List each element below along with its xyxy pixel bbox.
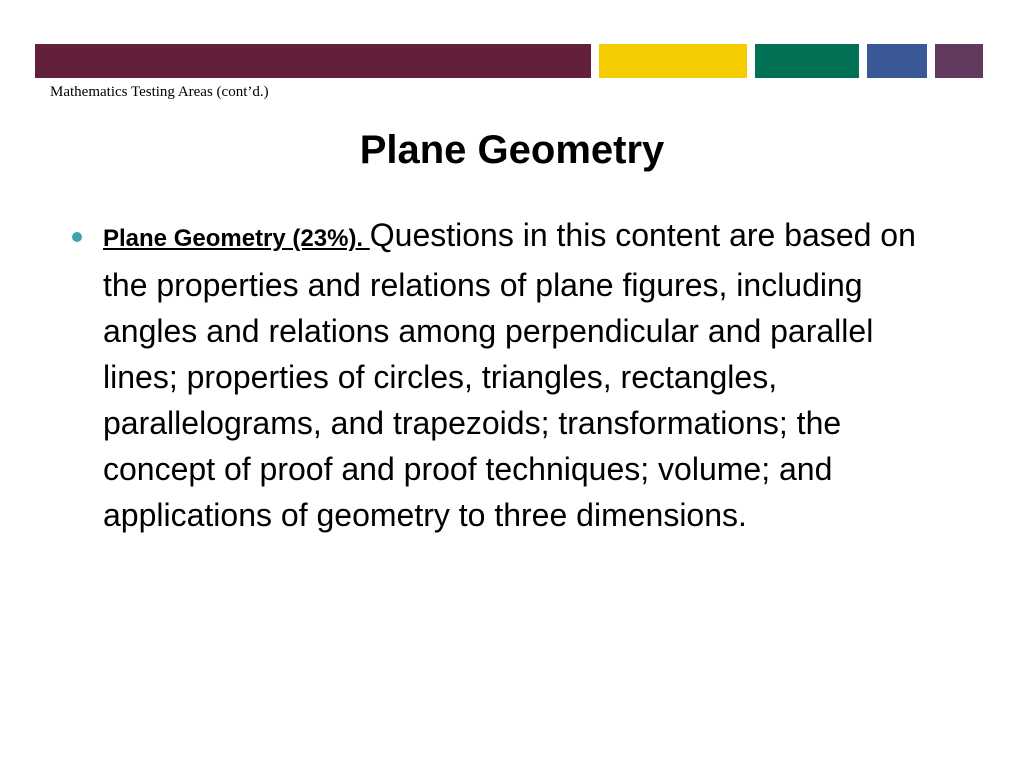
bullet-lead: Plane Geometry (23%). xyxy=(103,225,370,252)
bullet-dot-icon xyxy=(72,232,82,242)
bullet-item xyxy=(70,212,950,538)
header-color-bar-green xyxy=(755,44,859,78)
slide-title: Plane Geometry xyxy=(359,128,665,172)
section-label: Mathematics Testing Areas (cont’d.) xyxy=(50,84,269,100)
header-color-bar-maroon xyxy=(35,44,591,78)
header-color-bar-blue xyxy=(867,44,927,78)
header-color-bar-yellow xyxy=(599,44,747,78)
header-color-bar-purple xyxy=(935,44,983,78)
bullet-text: Questions in this content are based on the properties and relations of plane figures, including angles and relations among perpendicular and parallel lines; properties of circles, triangles, rectangles, parallelograms, and trapezoids; transformations; the concept of proof and proof techniques; volume; and applications of geometry to three dimensions. xyxy=(103,217,916,533)
bullet-list xyxy=(70,212,950,538)
